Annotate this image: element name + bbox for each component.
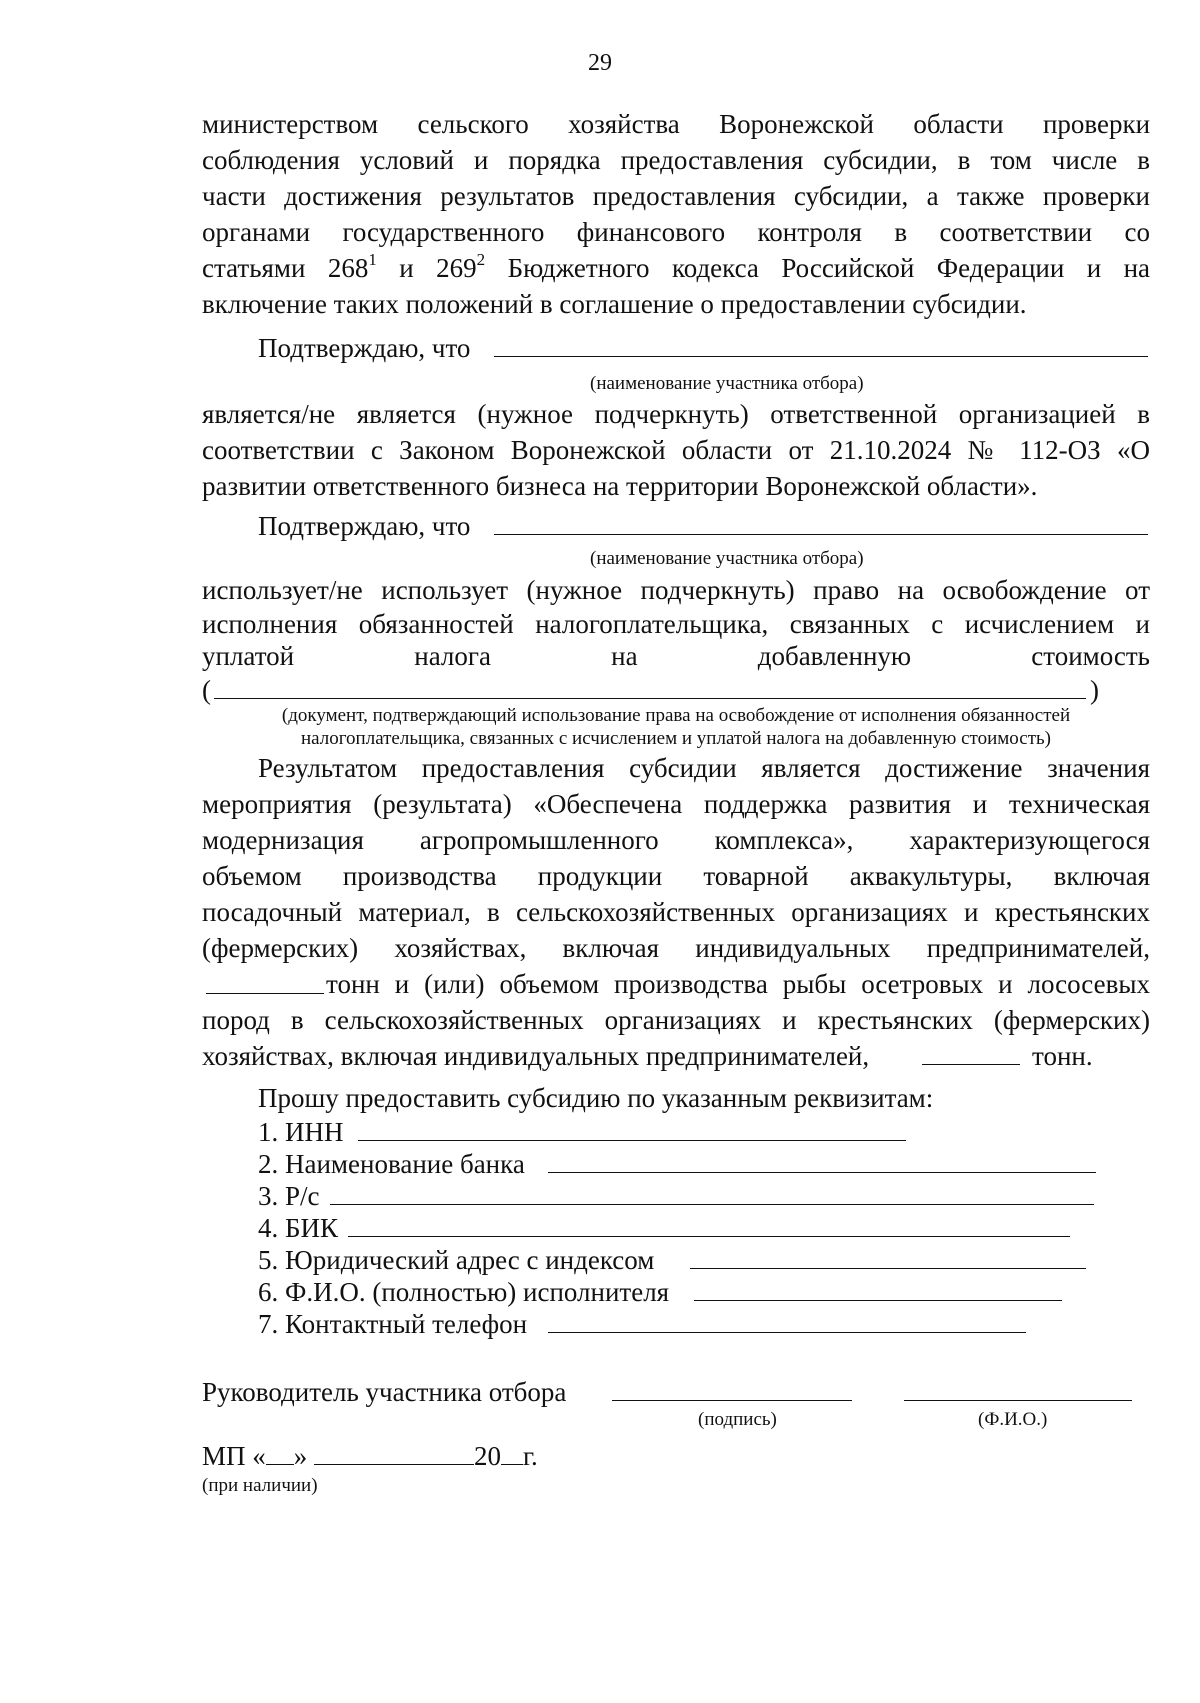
name-caption: (Ф.И.О.)	[978, 1409, 1048, 1430]
account-field[interactable]	[330, 1204, 1094, 1205]
paragraph-line: тонн.	[1032, 1041, 1093, 1071]
paragraph-line: является/не является (нужное подчеркнуть) ответственной организацией в	[202, 399, 1150, 429]
field-caption: налогоплательщика, связанных с исчислением и уплатой налога на добавленную стоимость)	[300, 728, 1052, 749]
stamp-label: МП « » 20 г.	[202, 1438, 538, 1474]
requisites-intro: Прошу предоставить субсидию по указанным реквизитам:	[258, 1083, 934, 1113]
participant-name-field[interactable]	[494, 534, 1148, 535]
legal-address-field[interactable]	[690, 1268, 1086, 1269]
requisite-label: 1. ИНН	[258, 1117, 344, 1147]
signature-label: Руководитель участника отбора	[202, 1377, 567, 1407]
paragraph-line: развитии ответственного бизнеса на территории Воронежской области».	[202, 471, 1038, 501]
executor-name-field[interactable]	[694, 1300, 1062, 1301]
day-field[interactable]	[266, 1438, 294, 1465]
full-name-field[interactable]	[904, 1400, 1132, 1401]
page-number: 29	[588, 50, 612, 76]
paragraph-line: уплатой налога на добавленную стоимость	[202, 641, 1150, 671]
paragraph-line: посадочный материал, в сельскохозяйственных организациях и крестьянских	[202, 897, 1150, 927]
inn-field[interactable]	[358, 1140, 906, 1141]
field-caption: (наименование участника отбора)	[590, 548, 864, 569]
field-caption: (документ, подтверждающий использование права на освобождение от исполнения обязанностей	[281, 705, 1071, 726]
paragraph-line: исполнения обязанностей налогоплательщика, связанных с исчислением и	[202, 609, 1150, 639]
requisite-label: 4. БИК	[258, 1213, 339, 1243]
confirm-prefix: Подтверждаю, что	[258, 333, 471, 363]
requisite-label: 7. Контактный телефон	[258, 1309, 528, 1339]
tonnage-field[interactable]	[922, 1064, 1020, 1065]
paren-close: )	[1090, 675, 1099, 705]
bik-field[interactable]	[348, 1236, 1070, 1237]
signature-caption: (подпись)	[698, 1409, 777, 1430]
requisite-label: 6. Ф.И.О. (полностью) исполнителя	[258, 1277, 670, 1307]
paragraph-line: соответствии с Законом Воронежской области от 21.10.2024 № 112-ОЗ «О	[202, 435, 1150, 465]
paragraph-line: Результатом предоставления субсидии является достижение значения	[258, 753, 1150, 783]
paragraph-line: включение таких положений в соглашение о предоставлении субсидии.	[202, 289, 1027, 319]
phone-field[interactable]	[548, 1332, 1026, 1333]
requisite-label: 2. Наименование банка	[258, 1149, 525, 1179]
paragraph-line: пород в сельскохозяйственных организациях и крестьянских (фермерских)	[202, 1005, 1150, 1035]
month-field[interactable]	[314, 1438, 474, 1465]
paragraph-line: тонн и (или) объемом производства рыбы осетровых и лососевых	[326, 969, 1150, 999]
paragraph-line: статьями $268^1$ и $269^2$ Бюджетного кодекса Российской Федерации и на	[202, 250, 1151, 283]
paragraph-line: органами государственного финансового контроля в соответствии со	[202, 217, 1150, 247]
year-field[interactable]	[501, 1438, 523, 1465]
paragraph-line: использует/не использует (нужное подчеркнуть) право на освобождение от	[202, 575, 1150, 605]
participant-name-field[interactable]	[494, 356, 1148, 357]
bank-name-field[interactable]	[548, 1172, 1096, 1173]
paragraph-line: мероприятия (результата) «Обеспечена поддержка развития и техническая	[202, 789, 1150, 819]
paragraph-line: министерством сельского хозяйства Воронежской области проверки	[202, 109, 1151, 139]
requisite-label: 5. Юридический адрес с индексом	[258, 1245, 655, 1275]
signature-field[interactable]	[612, 1400, 852, 1401]
paragraph-line: объемом производства продукции товарной аквакультуры, включая	[202, 861, 1151, 891]
confirm-prefix: Подтверждаю, что	[258, 511, 471, 541]
paragraph-line: модернизация агропромышленного комплекса», характеризующегося	[202, 825, 1150, 855]
field-caption: (наименование участника отбора)	[590, 373, 864, 394]
requisite-label: 3. Р/с	[258, 1181, 320, 1211]
paragraph-line: (фермерских) хозяйствах, включая индивидуальных предпринимателей,	[202, 933, 1150, 963]
stamp-note: (при наличии)	[202, 1475, 318, 1496]
paragraph-line: хозяйствах, включая индивидуальных предпринимателей,	[202, 1041, 870, 1071]
exemption-document-field[interactable]	[214, 698, 1086, 699]
paragraph-line: части достижения результатов предоставления субсидии, а также проверки	[202, 181, 1150, 211]
paren-open: (	[202, 675, 211, 705]
tonnage-field[interactable]	[206, 993, 324, 994]
paragraph-line: соблюдения условий и порядка предоставления субсидии, в том числе в	[202, 145, 1150, 175]
